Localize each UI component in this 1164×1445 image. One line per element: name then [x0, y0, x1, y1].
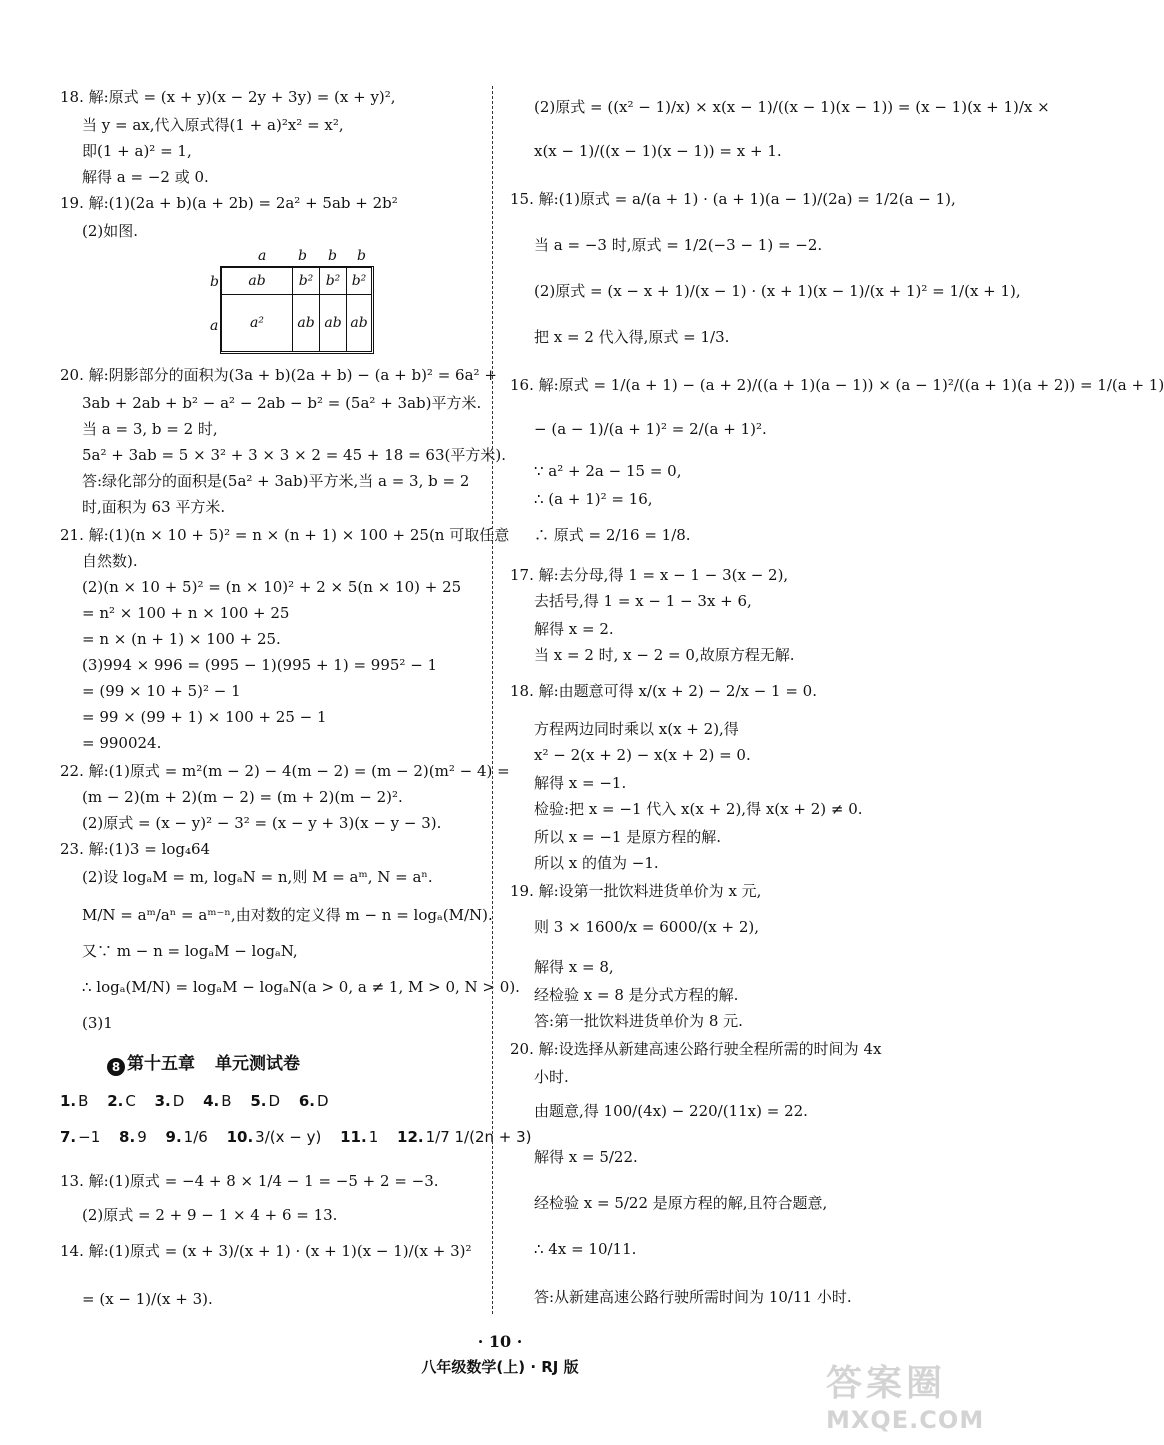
answer-value: 9 — [137, 1128, 147, 1146]
figure-cell: a² — [221, 294, 293, 352]
q21-line-1: 21. 解:(1)(n × 10 + 5)² = n × (n + 1) × 100 + 25(n 可取任意 — [60, 526, 510, 544]
q14-line-1: 14. 解:(1)原式 = (x + 3)/(x + 1) · (x + 1)(x − 1)/(x + 3)² — [60, 1242, 472, 1260]
page-number: · 10 · — [477, 1332, 523, 1351]
q18r-line-4: 解得 x = −1. — [534, 774, 627, 792]
answer-number: 7. — [60, 1128, 77, 1146]
watermark-top: 答案圈 — [826, 1363, 947, 1404]
chapter-heading — [107, 1049, 300, 1076]
q19r-line-3: 解得 x = 8, — [534, 958, 614, 976]
q21-line-7: = (99 × 10 + 5)² − 1 — [82, 682, 241, 700]
q19r-line-5: 答:第一批饮料进货单价为 8 元. — [534, 1012, 743, 1030]
q16-line-5: ∴ 原式 = 2/16 = 1/8. — [534, 526, 691, 544]
figure-cell: b² — [346, 267, 372, 295]
q23-line-3: M/N = aᵐ/aⁿ = aᵐ⁻ⁿ,由对数的定义得 m − n = logₐ(M/N). — [82, 906, 493, 924]
q18r-line-2: 方程两边同时乘以 x(x + 2),得 — [534, 720, 739, 738]
watermark-bottom: MXQE.COM — [826, 1406, 985, 1434]
q16-line-2: − (a − 1)/(a + 1)² = 2/(a + 1)². — [534, 420, 767, 438]
q21-line-5: = n × (n + 1) × 100 + 25. — [82, 630, 281, 648]
figure-top-label: a — [258, 248, 267, 264]
q16-line-4: ∴ (a + 1)² = 16, — [534, 490, 653, 508]
q23-line-2: (2)设 logₐM = m, logₐN = n,则 M = aᵐ, N = aⁿ. — [82, 868, 433, 886]
q21-line-3: (2)(n × 10 + 5)² = (n × 10)² + 2 × 5(n × 10) + 25 — [82, 578, 462, 596]
column-divider — [492, 86, 493, 1314]
answer-value: 1 — [368, 1128, 379, 1146]
answer-number: 6. — [298, 1092, 315, 1110]
footer-title: 八年级数学(上) · RJ 版 — [421, 1358, 579, 1376]
figure-top-label: b — [298, 248, 307, 264]
q21-line-8: = 99 × (99 + 1) × 100 + 25 − 1 — [82, 708, 327, 726]
q19r-line-2: 则 3 × 1600/x = 6000/(x + 2), — [534, 918, 760, 936]
q17-line-4: 当 x = 2 时, x − 2 = 0,故原方程无解. — [534, 646, 795, 664]
answer-number: 11. — [340, 1128, 367, 1146]
q18-line-1: 18. 解:原式 = (x + y)(x − 2y + 3y) = (x + y)², — [60, 88, 396, 106]
q20-line-1: 20. 解:阴影部分的面积为(3a + b)(2a + b) − (a + b)² = 6a² + — [60, 366, 497, 384]
answer-value: D — [316, 1092, 329, 1110]
q18r-line-6: 所以 x = −1 是原方程的解. — [534, 828, 721, 846]
q17-line-1: 17. 解:去分母,得 1 = x − 1 − 3(x − 2), — [510, 566, 789, 584]
answer-number: 1. — [60, 1092, 77, 1110]
q14-2-line-1: (2)原式 = ((x² − 1)/x) × x(x − 1)/((x − 1)(x − 1)) = (x − 1)(x + 1)/x × — [534, 98, 1050, 116]
chapter-badge: 8 — [107, 1058, 125, 1076]
q20-line-5: 答:绿化部分的面积是(5a² + 3ab)平方米,当 a = 3, b = 2 — [82, 472, 470, 490]
q17-line-2: 去括号,得 1 = x − 1 − 3x + 6, — [534, 592, 752, 610]
figure-cell: ab — [346, 294, 372, 352]
q18r-line-5: 检验:把 x = −1 代入 x(x + 2),得 x(x + 2) ≠ 0. — [534, 800, 863, 818]
q18-line-2: 当 y = ax,代入原式得(1 + a)²x² = x², — [82, 116, 344, 134]
answer-number: 10. — [226, 1128, 254, 1146]
chapter-subtitle: 单元测试卷 — [215, 1054, 300, 1074]
q13-line-2: (2)原式 = 2 + 9 − 1 × 4 + 6 = 13. — [82, 1206, 338, 1224]
q17-line-3: 解得 x = 2. — [534, 620, 614, 638]
q23-line-4: 又∵ m − n = logₐM − logₐN, — [82, 942, 298, 960]
figure-cell: b² — [292, 267, 320, 295]
answers-row-2 — [60, 1128, 546, 1146]
figure-cell: b² — [319, 267, 347, 295]
answer-value: D — [172, 1092, 185, 1110]
answer-number: 12. — [397, 1128, 424, 1146]
q18r-line-1: 18. 解:由题意可得 x/(x + 2) − 2/x − 1 = 0. — [510, 682, 817, 700]
answer-value: B — [221, 1092, 232, 1110]
q20-line-2: 3ab + 2ab + b² − a² − 2ab − b² = (5a² + 3ab)平方米. — [82, 394, 482, 412]
answer-value: −1 — [78, 1128, 101, 1146]
q21-line-9: = 990024. — [82, 734, 162, 752]
figure-cell: ab — [292, 294, 320, 352]
chapter-title: 第十五章 — [127, 1054, 195, 1074]
answer-value: D — [268, 1092, 281, 1110]
answer-value: 3/(x − y) — [255, 1128, 322, 1146]
answer-value: 1/6 — [183, 1128, 208, 1146]
q15-line-1: 15. 解:(1)原式 = a/(a + 1) · (a + 1)(a − 1)/(2a) = 1/2(a − 1), — [510, 190, 956, 208]
q18r-line-7: 所以 x 的值为 −1. — [534, 854, 659, 872]
q18-line-4: 解得 a = −2 或 0. — [82, 168, 209, 186]
q16-line-1: 16. 解:原式 = 1/(a + 1) − (a + 2)/((a + 1)(a − 1)) × (a − 1)²/((a + 1)(a + 2)) = 1/(a + 1) — [510, 376, 1164, 394]
q20r-line-5: 经检验 x = 5/22 是原方程的解,且符合题意, — [534, 1194, 828, 1212]
q20r-line-3: 由题意,得 100/(4x) − 220/(11x) = 22. — [534, 1102, 808, 1120]
answer-number: 5. — [250, 1092, 267, 1110]
answer-number: 4. — [203, 1092, 220, 1110]
answer-value: C — [125, 1092, 136, 1110]
q23-line-1: 23. 解:(1)3 = log₄64 — [60, 840, 211, 858]
figure-side-label: a — [210, 318, 219, 334]
q23-line-5: ∴ logₐ(M/N) = logₐM − logₐN(a > 0, a ≠ 1, M > 0, N > 0). — [82, 978, 520, 996]
q16-line-3: ∵ a² + 2a − 15 = 0, — [534, 462, 682, 480]
q18r-line-3: x² − 2(x + 2) − x(x + 2) = 0. — [534, 746, 751, 764]
figure-top-label: b — [357, 248, 366, 264]
q20r-line-4: 解得 x = 5/22. — [534, 1148, 638, 1166]
q20-line-4: 5a² + 3ab = 5 × 3² + 3 × 3 × 2 = 45 + 18 = 63(平方米). — [82, 446, 506, 464]
q19-line-1: 19. 解:(1)(2a + b)(a + 2b) = 2a² + 5ab + 2b² — [60, 194, 398, 212]
figure-side-label: b — [210, 274, 219, 290]
q19-line-2: (2)如图. — [82, 222, 139, 240]
watermark-logo — [826, 1355, 986, 1434]
figure-grid — [220, 266, 374, 354]
q23-line-6: (3)1 — [82, 1014, 113, 1032]
q22-line-1: 22. 解:(1)原式 = m²(m − 2) − 4(m − 2) = (m − 2)(m² − 4) = — [60, 762, 510, 780]
answer-number: 3. — [154, 1092, 171, 1110]
q20-line-3: 当 a = 3, b = 2 时, — [82, 420, 218, 438]
q22-line-3: (2)原式 = (x − y)² − 3² = (x − y + 3)(x − y − 3). — [82, 814, 442, 832]
q20r-line-7: 答:从新建高速公路行驶所需时间为 10/11 小时. — [534, 1288, 852, 1306]
q22-line-2: (m − 2)(m + 2)(m − 2) = (m + 2)(m − 2)². — [82, 788, 403, 806]
q19r-line-4: 经检验 x = 8 是分式方程的解. — [534, 986, 739, 1004]
answer-value: 1/7 1/(2n + 3) — [425, 1128, 532, 1146]
q20-line-6: 时,面积为 63 平方米. — [82, 498, 226, 516]
figure-cell: ab — [319, 294, 347, 352]
figure-top-labels — [210, 248, 450, 266]
q21-line-2: 自然数). — [82, 552, 138, 570]
q15-line-3: (2)原式 = (x − x + 1)/(x − 1) · (x + 1)(x − 1)/(x + 1)² = 1/(x + 1), — [534, 282, 1021, 300]
q20r-line-1: 20. 解:设选择从新建高速公路行驶全程所需的时间为 4x — [510, 1040, 882, 1058]
figure-cell: ab — [221, 267, 293, 295]
q20r-line-6: ∴ 4x = 10/11. — [534, 1240, 637, 1258]
q15-line-4: 把 x = 2 代入得,原式 = 1/3. — [534, 328, 730, 346]
q14-line-2: = (x − 1)/(x + 3). — [82, 1290, 213, 1308]
figure-top-label: b — [328, 248, 337, 264]
answer-number: 9. — [165, 1128, 182, 1146]
q21-line-6: (3)994 × 996 = (995 − 1)(995 + 1) = 995² − 1 — [82, 656, 438, 674]
q13-line-1: 13. 解:(1)原式 = −4 + 8 × 1/4 − 1 = −5 + 2 = −3. — [60, 1172, 439, 1190]
q19r-line-1: 19. 解:设第一批饮料进货单价为 x 元, — [510, 882, 762, 900]
answer-number: 8. — [119, 1128, 136, 1146]
answer-number: 2. — [107, 1092, 124, 1110]
q18-line-3: 即(1 + a)² = 1, — [82, 142, 192, 160]
q20r-line-2: 小时. — [534, 1068, 569, 1086]
q14-2-line-2: x(x − 1)/((x − 1)(x − 1)) = x + 1. — [534, 142, 782, 160]
q21-line-4: = n² × 100 + n × 100 + 25 — [82, 604, 290, 622]
answer-value: B — [78, 1092, 89, 1110]
answers-row-1 — [60, 1092, 343, 1110]
q15-line-2: 当 a = −3 时,原式 = 1/2(−3 − 1) = −2. — [534, 236, 823, 254]
